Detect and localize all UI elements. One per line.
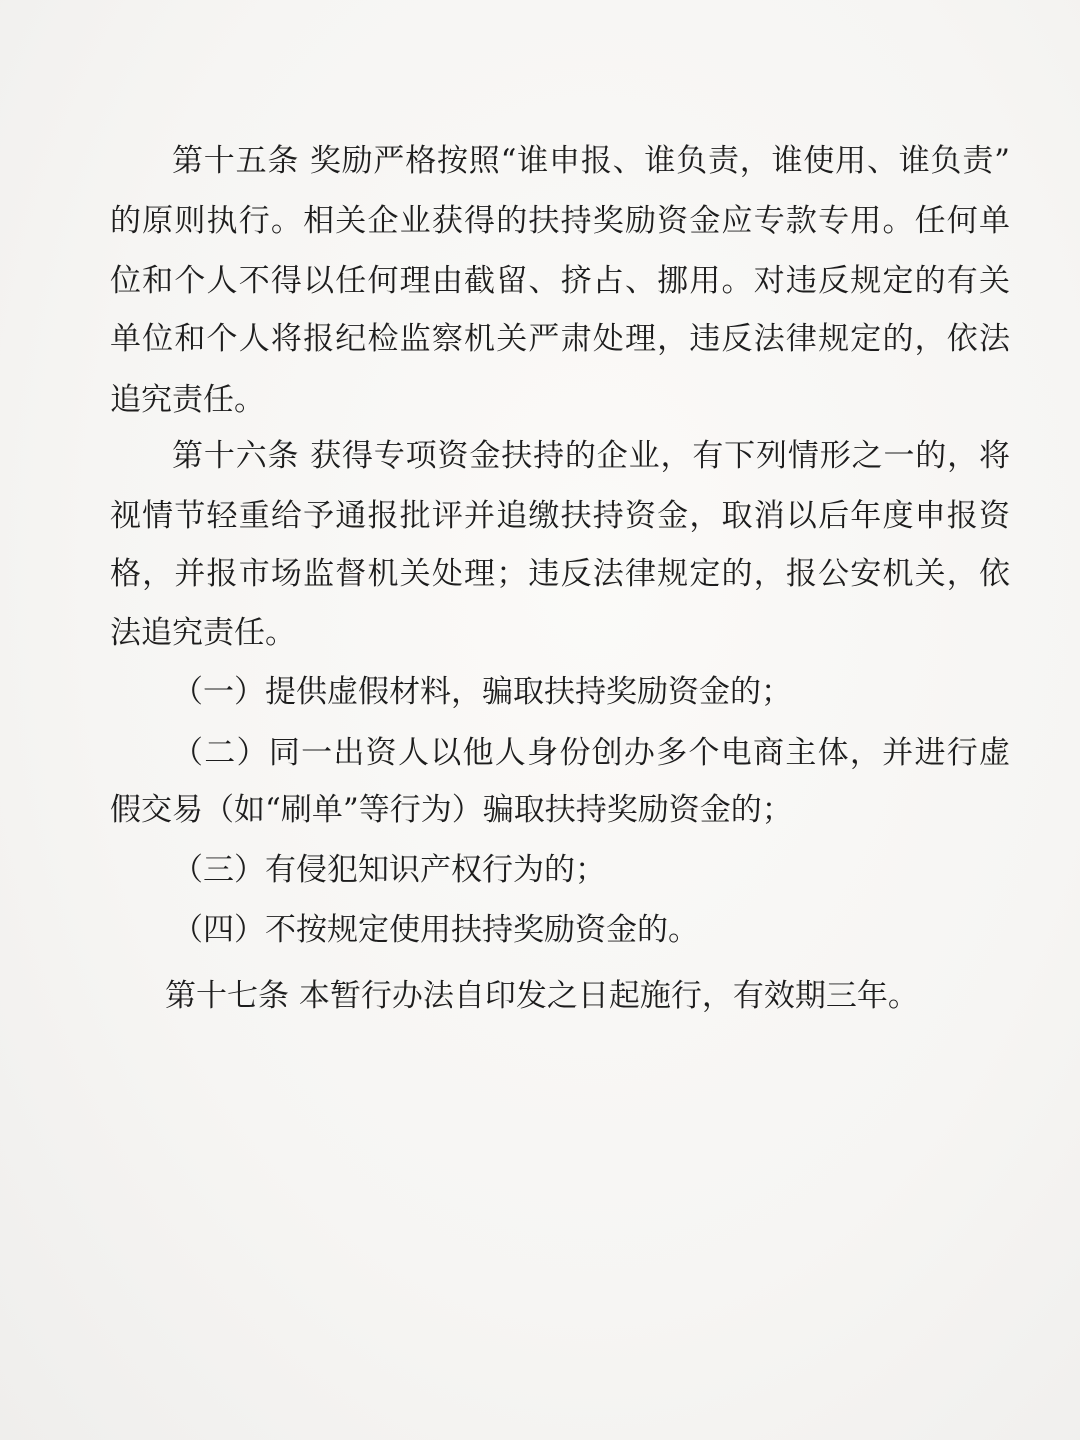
text-line: 的原则执行。相关企业获得的扶持奖励资金应专款专用。任何单 [110,203,1010,239]
list-item: （三）有侵犯知识产权行为的； [172,852,606,888]
list-item: （二）同一出资人以他人身份创办多个电商主体，并进行虚 [172,735,1010,771]
text-line: 视情节轻重给予通报批评并追缴扶持资金，取消以后年度申报资 [110,498,1010,534]
text-line: 第十五条 奖励严格按照“谁申报、谁负责，谁使用、谁负责” [172,143,1010,179]
text-line: 第十七条 本暂行办法自印发之日起施行，有效期三年。 [165,978,919,1014]
text-line: 位和个人不得以任何理由截留、挤占、挪用。对违反规定的有关 [110,263,1010,299]
text-line: 第十六条 获得专项资金扶持的企业，有下列情形之一的，将 [172,438,1010,474]
list-item-continuation: 假交易（如“刷单”等行为）骗取扶持奖励资金的； [110,792,793,828]
list-item: （一）提供虚假材料，骗取扶持奖励资金的； [172,674,792,710]
text-line: 格，并报市场监督机关处理；违反法律规定的，报公安机关，依 [110,556,1010,592]
text-line: 追究责任。 [110,382,265,418]
list-item: （四）不按规定使用扶持奖励资金的。 [172,912,699,948]
text-line: 单位和个人将报纪检监察机关严肃处理，违反法律规定的，依法 [110,321,1010,357]
text-line: 法追究责任。 [110,615,296,651]
